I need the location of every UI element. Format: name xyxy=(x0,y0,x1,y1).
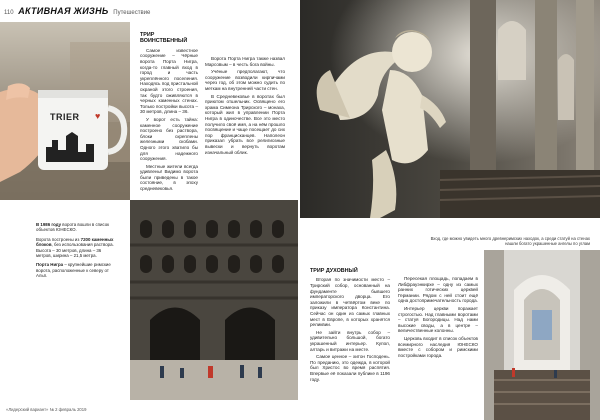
angel-statue-photo xyxy=(300,0,600,218)
page-number: 110 xyxy=(4,10,14,16)
article2-paragraph: Пересекая площадь, попадаем в Либфрауэнкирхе – одну из самых ранних готических церквей Германии. Рядом с ней стоит ещё одна достопримечательность города. xyxy=(398,276,478,304)
article2-paragraph: Вторая по значимости место – Трирский собор, основанный на фундаменте бывшего императорского дворца. Его заложили в четвёртом веке по приказу императора Константина. Сейчас он один из самых главных мест в Европе, в которых хранятся реликвии. xyxy=(310,277,390,328)
angel-caption: Вход, где можно увидеть много древнеримских находок, а среди статуй на стенах нашли богато украшенные ангелы по углам xyxy=(430,236,590,247)
footer: «Лидерский вариант» № 2 февраль 2019 xyxy=(6,407,87,412)
article2-heading: ТРИР ДУХОВНЫЙ xyxy=(310,268,358,274)
fact-1-highlight: В 1986 году xyxy=(36,222,62,227)
article1-paragraph: Самое известное сооружение – Чёрные ворота Порта Нигра, когда-то главный вход в город и часть укреплённого поселения. Находясь под пристальной охраной этого строения, так будто оживляются в черных каменных стенах. Только постройки высота – 30 метров, длина – 36. xyxy=(140,47,198,115)
mug-photo xyxy=(0,22,130,200)
article1-col2 xyxy=(205,56,285,157)
article2-paragraph: Не зайти внутрь собор – удивительно большой, богато украшенный интерьер. Купол, алтарь и витражи на месте. xyxy=(310,329,390,352)
fact-1 xyxy=(36,222,116,233)
article1-heading: ТРИР ВОИНСТВЕННЫЙ xyxy=(140,32,188,45)
article1-paragraph: Ворота Порта Нигра также назвал Марсовым – в честь бога войны. xyxy=(205,56,285,67)
heart-icon: ♥ xyxy=(95,111,101,121)
article1-col1 xyxy=(140,32,198,194)
fact-2-highlight: 7200 каменных блоков xyxy=(36,236,114,248)
fact-3-text: – крупнейшие римские ворота, расположенные к северу от Альп. xyxy=(36,262,111,279)
fact-3-highlight: Порта Нигра xyxy=(36,262,64,268)
article2-paragraph: Церковь входит в список объектов всемирного наследия ЮНЕСКО вместе с собором и римскими постройками города. xyxy=(398,335,478,358)
porta-nigra-photo xyxy=(130,200,298,400)
fact-2-text: , без использования раствора. Высота – 30 метров, длина – 36 метров, ширина – 21,5 метра. xyxy=(36,242,114,259)
mug-text: TRIER xyxy=(50,112,80,122)
rubric-label: Путешествие xyxy=(113,10,151,16)
article2-paragraph: Интерьер церкви поражает строгостью. Над главными воротами – статуя Богородицы. Над нами высокие своды, а в центре – величественные колонны. xyxy=(398,305,478,334)
article1-paragraph: В Средневековье в воротах был приютом отшельник. Освящено его храма Симеона Трирского – монаха, который жил в управлении Порта Нигра в одиночестве. Все это место получило своё имя, а на нём прошло посвящение и чаще посещает до сих пор францисканцев. Наполеон приказал убрать все религиозные вывески и вернуть воротам изначальный облик. xyxy=(205,93,285,155)
fact-1-text: ворота вошли в список объектов ЮНЕСКО. xyxy=(36,222,110,233)
section-title: АКТИВНАЯ ЖИЗНЬ xyxy=(18,6,109,16)
fact-2 xyxy=(36,237,116,259)
article2-paragraph: Самое ценное – хитон Господень. По преданию, это одежда, в которой был Христос во время распятия. Впервые её показали публике в 1196 году. xyxy=(310,354,390,382)
fact-2-prefix: Ворота построены из xyxy=(36,236,80,242)
article2-col2 xyxy=(398,276,478,360)
facts-sidebar xyxy=(36,222,116,281)
cathedral-interior-photo xyxy=(484,250,600,420)
article2-col1 xyxy=(310,268,390,384)
article1-paragraph: Учёные предполагают, что сооружение возводили кирпичами через год, об этом можно судить по меткам на внутренней части стен. xyxy=(205,69,285,91)
article1-paragraph: У ворот есть тайна: каменное сооружение построено без раствора, блоки скреплены железными скобами. Одного этого хватило бы для надежного сооружения. xyxy=(140,116,198,162)
fact-3 xyxy=(36,262,116,278)
article1-paragraph: Местные жители всегда удивлены! Видимо ворота были приведены в такое состояние, в эпоху средневековья. xyxy=(140,163,198,192)
page-header xyxy=(4,5,300,17)
